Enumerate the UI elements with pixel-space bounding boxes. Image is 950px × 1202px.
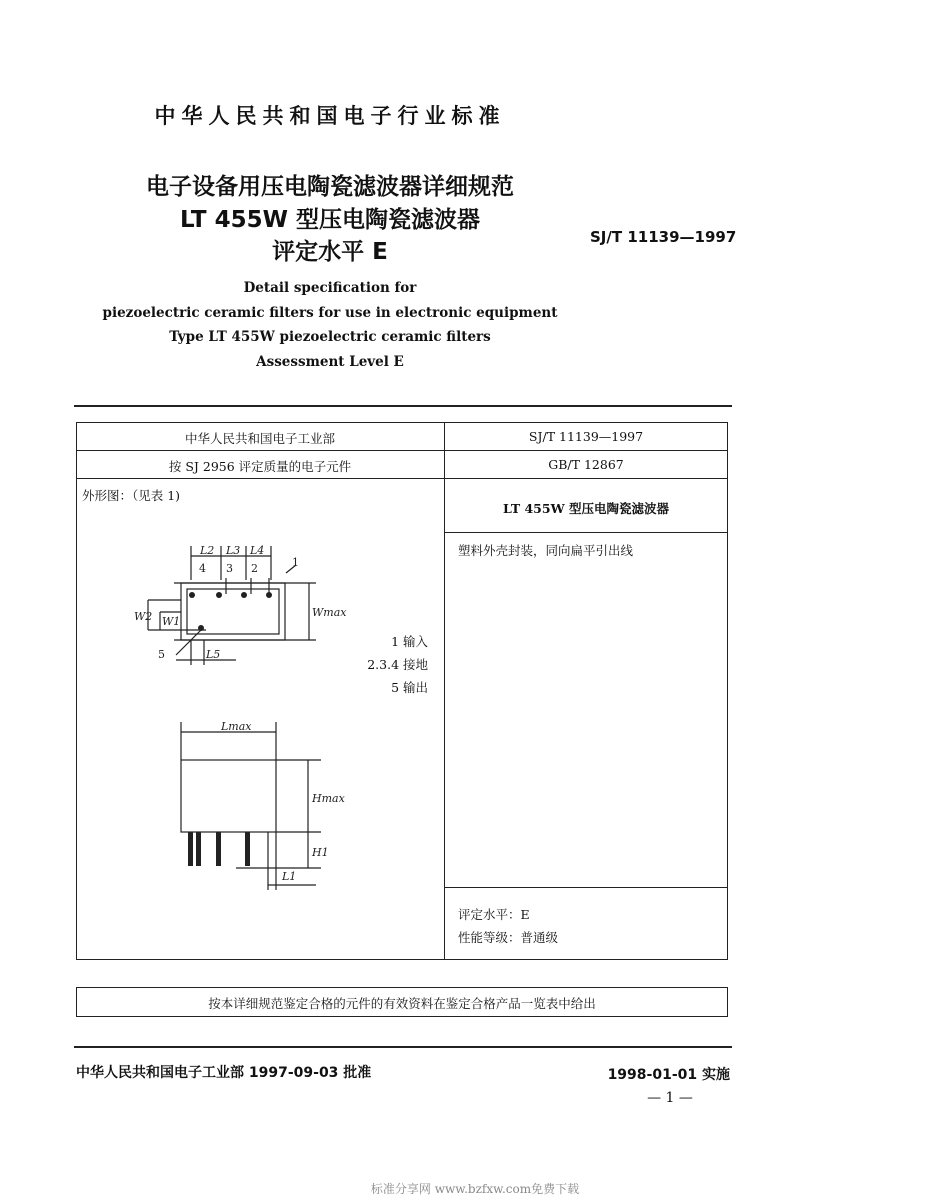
- pin-label-1: 1: [292, 556, 299, 569]
- page-number: — 1 —: [647, 1090, 693, 1106]
- table-cell-ministry: 中华人民共和国电子工业部: [184, 431, 335, 446]
- dim-label-hmax: Hmax: [312, 792, 345, 805]
- title-en-line-3: Type LT 455W piezoelectric ceramic filters: [169, 329, 491, 345]
- title-en-line-4: Assessment Level E: [256, 354, 404, 370]
- title-cn-line-2: LT 455W 型压电陶瓷滤波器: [180, 207, 480, 233]
- package-description: 塑料外壳封装，同向扁平引出线: [458, 543, 634, 558]
- approval-info: 中华人民共和国电子工业部 1997-09-03 批准: [76, 1065, 372, 1081]
- title-cn-line-1: 电子设备用压电陶瓷滤波器详细规范: [146, 174, 514, 200]
- performance-grade: 性能等级：普通级: [458, 930, 559, 945]
- standard-number: SJ/T 11139—1997: [590, 228, 737, 246]
- watermark: 标准分享网 www.bzfxw.com免费下载: [370, 1182, 580, 1196]
- table-row-divider: [444, 887, 728, 888]
- dim-label-l1: L1: [282, 870, 297, 883]
- table-cell-gb-number: GB/T 12867: [548, 457, 624, 472]
- pin-label-2: 2: [251, 562, 258, 575]
- dim-label-wmax: Wmax: [312, 606, 347, 619]
- dim-label-w2: W2: [134, 610, 153, 623]
- dim-label-l3: L3: [226, 544, 241, 557]
- table-cell-quality-basis: 按 SJ 2956 评定质量的电子元件: [168, 459, 352, 474]
- product-name: LT 455W 型压电陶瓷滤波器: [503, 501, 669, 516]
- dim-label-l2: L2: [200, 544, 215, 557]
- header-rule: [74, 405, 732, 407]
- pin-legend-input: 1 输入: [391, 634, 428, 649]
- standard-org-title: 中华人民共和国电子行业标准: [154, 104, 506, 128]
- pin-legend-ground: 2.3.4 接地: [367, 657, 428, 672]
- footer-rule: [74, 1046, 732, 1048]
- pin-label-4: 4: [199, 562, 206, 575]
- outline-drawing-label: 外形图：（见表 1): [82, 488, 181, 503]
- title-en-line-2: piezoelectric ceramic filters for use in electronic equipment: [102, 305, 558, 321]
- front-view-body: [181, 760, 276, 832]
- title-cn-line-3: 评定水平 E: [272, 239, 388, 265]
- title-en-line-1: Detail specification for: [243, 280, 417, 296]
- dim-label-l4: L4: [250, 544, 265, 557]
- assessment-level: 评定水平：E: [458, 907, 530, 922]
- effective-date: 1998-01-01 实施: [607, 1067, 730, 1083]
- dim-label-h1: H1: [312, 846, 329, 859]
- outline-drawing: [76, 480, 444, 958]
- notice-text: 按本详细规范鉴定合格的元件的有效资料在鉴定合格产品一览表中给出: [208, 996, 596, 1011]
- dim-label-l5: L5: [206, 648, 221, 661]
- pin-label-3: 3: [226, 562, 233, 575]
- dim-label-lmax: Lmax: [221, 720, 252, 733]
- dim-label-w1: W1: [162, 615, 181, 628]
- pin-legend-output: 5 输出: [391, 680, 428, 695]
- table-row-divider: [76, 450, 728, 451]
- table-row-divider: [444, 532, 728, 533]
- pin-label-5: 5: [158, 648, 165, 661]
- table-cell-std-number: SJ/T 11139—1997: [528, 429, 644, 444]
